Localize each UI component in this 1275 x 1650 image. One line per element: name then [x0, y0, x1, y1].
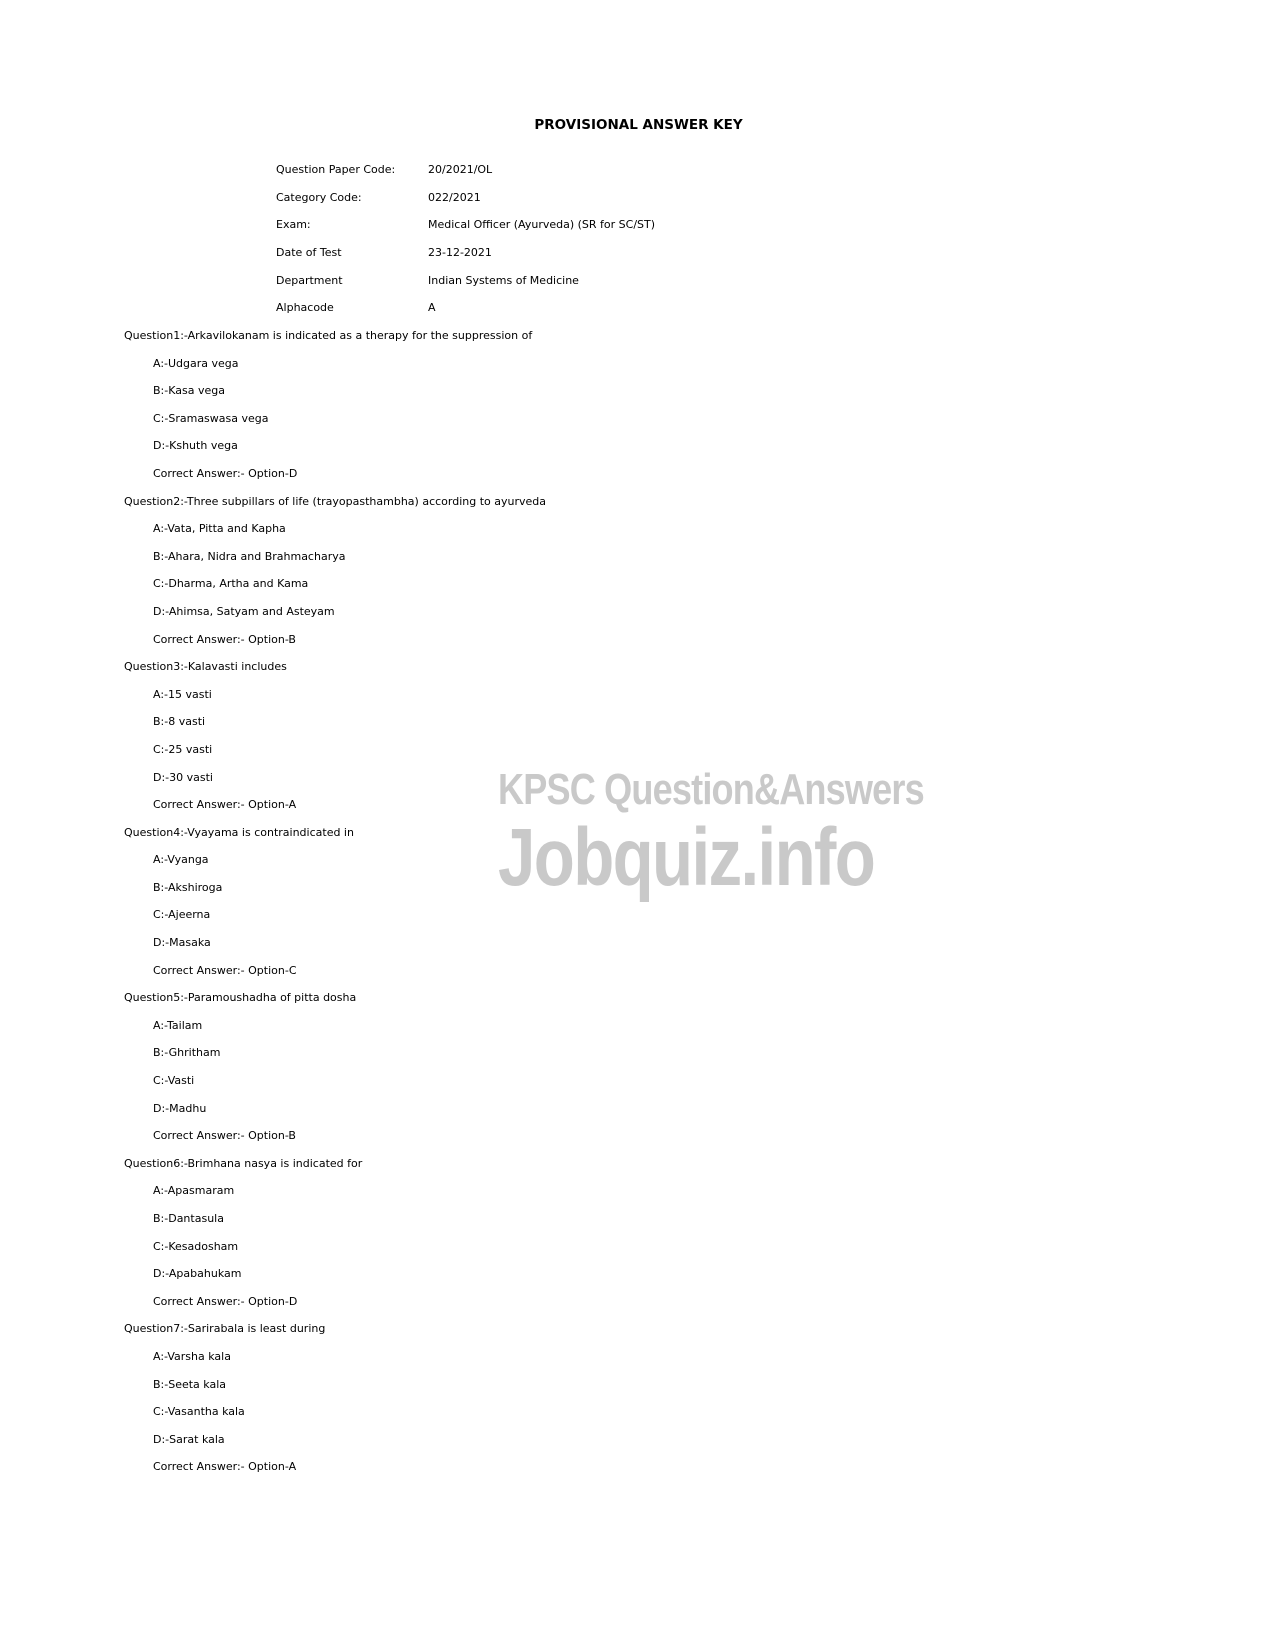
- detail-value: 022/2021: [428, 190, 481, 204]
- option-a: A:-Vyanga: [153, 853, 209, 867]
- option-d: D:-Ahimsa, Satyam and Asteyam: [153, 604, 335, 618]
- question-block: [124, 1315, 546, 1481]
- paper-details: [276, 156, 655, 322]
- detail-value: 23-12-2021: [428, 246, 492, 260]
- option-d: D:-Madhu: [153, 1101, 207, 1115]
- detail-label: Exam:: [276, 218, 311, 232]
- watermark-line-1: KPSC Question&Answers: [498, 765, 924, 814]
- option-a: A:-Apasmaram: [153, 1184, 235, 1198]
- question-block: [124, 819, 546, 985]
- question-text: Question1:-Arkavilokanam is indicated as a therapy for the suppression of: [124, 329, 533, 342]
- question-text: Question3:-Kalavasti includes: [124, 660, 287, 674]
- option-b: B:-Dantasula: [153, 1212, 224, 1225]
- watermark-line-2: Jobquiz.info: [498, 812, 875, 903]
- option-c: C:-Vasantha kala: [153, 1405, 245, 1419]
- option-d: D:-Sarat kala: [153, 1432, 225, 1446]
- option-c: C:-Sramaswasa vega: [153, 411, 269, 425]
- option-c: C:-Ajeerna: [153, 908, 211, 922]
- option-c: C:-Vasti: [153, 1074, 195, 1088]
- option-a: A:-15 vasti: [153, 687, 212, 701]
- option-b: B:-Kasa vega: [153, 384, 225, 398]
- detail-label: Alphacode: [276, 301, 334, 315]
- detail-row-paper-code: [276, 156, 655, 184]
- detail-label: Question Paper Code:: [276, 163, 396, 177]
- correct-answer: Correct Answer:- Option-A: [153, 798, 297, 812]
- question-block: [124, 653, 546, 819]
- detail-value: Indian Systems of Medicine: [428, 273, 579, 287]
- question-block: [124, 1150, 546, 1316]
- option-b: B:-Ghritham: [153, 1046, 221, 1060]
- correct-answer: Correct Answer:- Option-C: [153, 963, 297, 977]
- correct-answer: Correct Answer:- Option-B: [153, 632, 296, 646]
- option-a: A:-Tailam: [153, 1018, 203, 1032]
- option-d: D:-Apabahukam: [153, 1267, 242, 1281]
- option-d: D:-Masaka: [153, 936, 211, 950]
- detail-value: 20/2021/OL: [428, 163, 493, 177]
- correct-answer: Correct Answer:- Option-D: [153, 466, 298, 480]
- option-b: B:-Akshiroga: [153, 880, 223, 894]
- question-text: Question4:-Vyayama is contraindicated in: [124, 825, 354, 839]
- detail-label: Department: [276, 273, 343, 287]
- detail-row-department: [276, 266, 655, 294]
- option-a: A:-Vata, Pitta and Kapha: [153, 522, 286, 536]
- option-c: C:-Kesadosham: [153, 1239, 239, 1253]
- detail-row-date: [276, 239, 655, 267]
- question-text: Question7:-Sarirabala is least during: [124, 1322, 326, 1336]
- option-a: A:-Varsha kala: [153, 1349, 231, 1363]
- question-block: [124, 322, 546, 488]
- question-block: [124, 488, 546, 654]
- correct-answer: Correct Answer:- Option-B: [153, 1129, 296, 1143]
- option-b: B:-Ahara, Nidra and Brahmacharya: [153, 549, 346, 563]
- option-c: C:-Dharma, Artha and Kama: [153, 577, 309, 591]
- option-b: B:-Seeta kala: [153, 1377, 227, 1391]
- detail-row-alphacode: [276, 294, 655, 322]
- option-d: D:-30 vasti: [153, 770, 213, 784]
- question-list: [124, 322, 546, 1481]
- option-d: D:-Kshuth vega: [153, 439, 238, 453]
- question-block: [124, 984, 546, 1150]
- option-b: B:-8 vasti: [153, 715, 206, 729]
- option-c: C:-25 vasti: [153, 742, 213, 756]
- correct-answer: Correct Answer:- Option-A: [153, 1460, 297, 1474]
- page-title: [0, 117, 1275, 133]
- detail-row-exam: [276, 211, 655, 239]
- question-text: Question2:-Three subpillars of life (trayopasthambha) according to ayurveda: [124, 494, 546, 508]
- page-title-text: PROVISIONAL ANSWER KEY: [534, 117, 743, 133]
- detail-value: Medical Officer (Ayurveda) (SR for SC/ST): [428, 218, 656, 232]
- question-text: Question5:-Paramoushadha of pitta dosha: [124, 991, 357, 1005]
- question-text: Question6:-Brimhana nasya is indicated for: [124, 1156, 363, 1170]
- detail-label: Category Code:: [276, 190, 362, 204]
- detail-label: Date of Test: [276, 246, 342, 260]
- option-a: A:-Udgara vega: [153, 356, 239, 370]
- detail-value: A: [428, 301, 436, 315]
- correct-answer: Correct Answer:- Option-D: [153, 1294, 298, 1308]
- detail-row-category-code: [276, 184, 655, 212]
